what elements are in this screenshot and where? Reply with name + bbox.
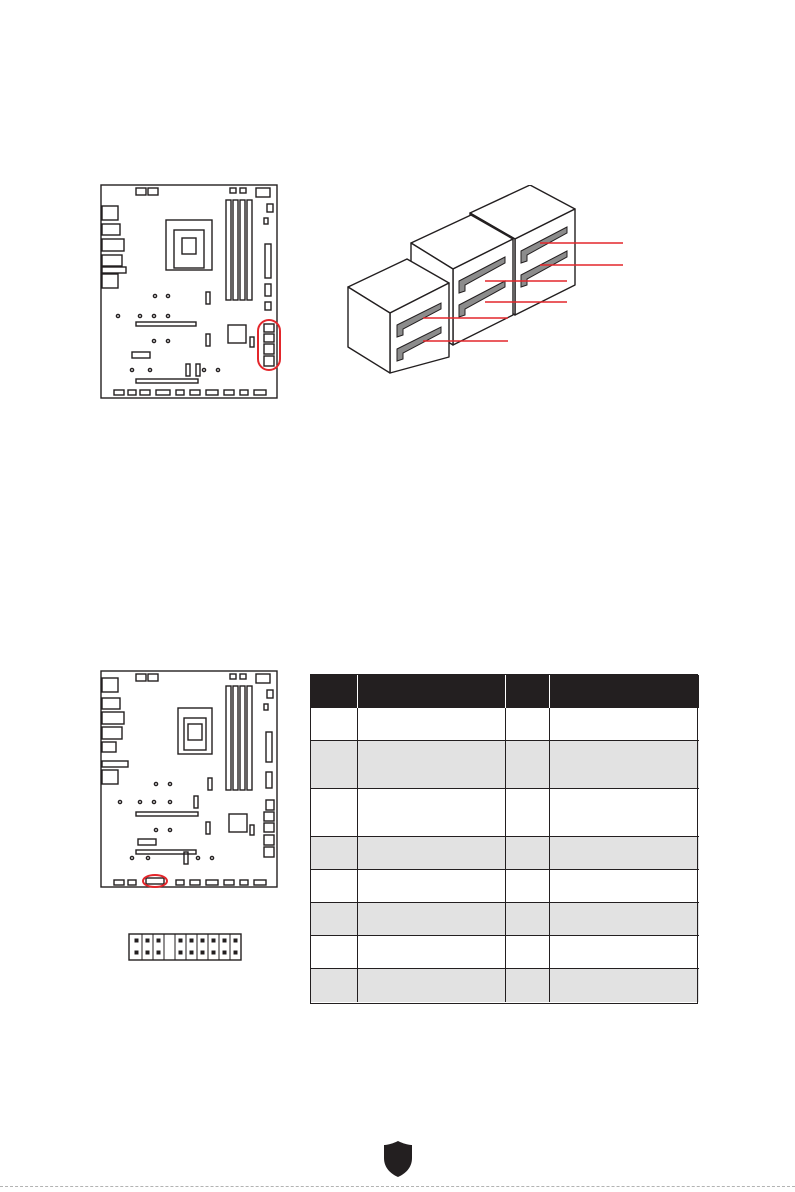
- header-pin: [201, 951, 204, 954]
- motherboard-header-figure: [100, 670, 285, 892]
- table-cell: [505, 903, 549, 936]
- header-pin: [179, 951, 182, 954]
- table-cell: [311, 837, 357, 870]
- table-row: [311, 870, 699, 903]
- header-pin: [157, 939, 160, 942]
- table-cell: [311, 741, 357, 789]
- table-row: [311, 969, 699, 1002]
- header-pin: [212, 951, 215, 954]
- table-cell: [549, 741, 699, 789]
- header-pin: [212, 939, 215, 942]
- table-cell: [505, 741, 549, 789]
- table-row: [311, 741, 699, 789]
- table-cell: [311, 969, 357, 1002]
- table-cell: [357, 789, 505, 837]
- table-cell: [549, 936, 699, 969]
- table-cell: [549, 837, 699, 870]
- header-pin: [223, 939, 226, 942]
- table-cell: [357, 936, 505, 969]
- header-pin: [234, 951, 237, 954]
- table-row: [311, 936, 699, 969]
- table-cell: [357, 708, 505, 741]
- table-header-row: [311, 675, 699, 708]
- table-cell: [357, 969, 505, 1002]
- table-cell: [311, 870, 357, 903]
- table-cell: [549, 903, 699, 936]
- header-pin: [135, 939, 138, 942]
- table-cell: [549, 969, 699, 1002]
- table-header-cell: [505, 675, 549, 708]
- table-header-cell: [549, 675, 699, 708]
- table-header-cell: [311, 675, 357, 708]
- header-pin: [146, 939, 149, 942]
- footer-rule: [0, 1186, 795, 1187]
- table-cell: [311, 936, 357, 969]
- table-cell: [505, 870, 549, 903]
- header-pin: [179, 939, 182, 942]
- table-cell: [549, 708, 699, 741]
- table-cell: [357, 741, 505, 789]
- table-cell: [311, 708, 357, 741]
- table-row: [311, 789, 699, 837]
- table-cell: [357, 837, 505, 870]
- header-pin: [157, 951, 160, 954]
- motherboard-sata-figure: [100, 184, 285, 400]
- table-cell: [357, 903, 505, 936]
- header-pin: [190, 939, 193, 942]
- sata-connector-stack: [345, 185, 630, 375]
- table-cell: [505, 969, 549, 1002]
- header-pin: [146, 951, 149, 954]
- table-row: [311, 837, 699, 870]
- table-row: [311, 903, 699, 936]
- header-pin: [223, 951, 226, 954]
- table-cell: [505, 708, 549, 741]
- table-cell: [311, 789, 357, 837]
- header-pin: [190, 951, 193, 954]
- table-header-cell: [357, 675, 505, 708]
- msi-shield-icon: [383, 1140, 413, 1178]
- header-pin: [234, 939, 237, 942]
- table-cell: [311, 903, 357, 936]
- header-pin: [135, 951, 138, 954]
- table-cell: [357, 870, 505, 903]
- front-panel-pin-header: [128, 933, 244, 963]
- pin-definition-table: [311, 675, 699, 1002]
- table-cell: [505, 837, 549, 870]
- table-cell: [549, 870, 699, 903]
- table-cell: [505, 936, 549, 969]
- table-cell: [505, 789, 549, 837]
- table-cell: [549, 789, 699, 837]
- table-row: [311, 708, 699, 741]
- header-pin: [201, 939, 204, 942]
